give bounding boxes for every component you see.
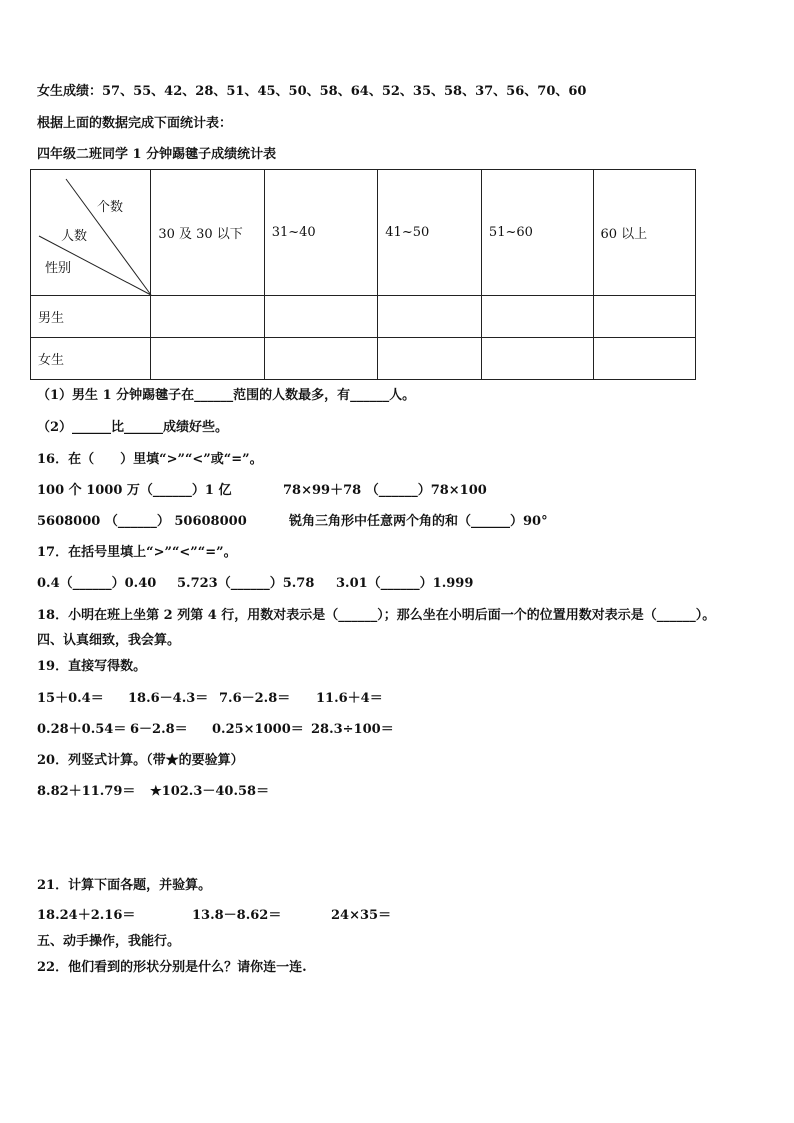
q22: 22．他们看到的形状分别是什么？请你连一连.	[37, 960, 307, 975]
table-cell[interactable]	[151, 338, 264, 380]
q20-item-2: ★102.3－40.58＝	[150, 784, 270, 799]
q17-item-c: 3.01（______）1.999	[336, 576, 474, 591]
q15-part1: （1）男生 1 分钟踢毽子在______范围的人数最多，有______人。	[37, 388, 416, 403]
table-row-girls	[31, 338, 696, 380]
table-cell[interactable]	[593, 296, 696, 338]
q21-item-1: 18.24＋2.16＝	[37, 908, 136, 923]
corner-label-count: 个数	[97, 200, 124, 215]
q20-title: 20．列竖式计算。（带★的要验算）	[37, 753, 244, 768]
section4-heading: 四、认真细致，我会算。	[37, 633, 181, 648]
q16-item-d: 锐角三角形中任意两个角的和（______）90°	[289, 514, 548, 529]
q17-title: 17．在括号里填上“>”“<”“=”。	[37, 545, 237, 560]
q16-item-a: 100 个 1000 万（______）1 亿	[37, 483, 232, 498]
col-header-3: 51~60	[481, 170, 593, 296]
q21-title: 21．计算下面各题，并验算。	[37, 878, 212, 893]
q19-r2-c4: 28.3÷100＝	[311, 722, 394, 737]
table-cell[interactable]	[378, 338, 482, 380]
diagonal-header-cell	[31, 170, 151, 296]
q19-r1-c4: 11.6＋4＝	[316, 691, 383, 706]
table-cell[interactable]	[481, 296, 593, 338]
q16-item-b: 78×99＋78 （______）78×100	[283, 483, 487, 498]
table-cell[interactable]	[378, 296, 482, 338]
diagonal-lines	[31, 170, 152, 296]
q16-title: 16．在（ ）里填“>”“<”或“=”。	[37, 452, 263, 467]
instruction: 根据上面的数据完成下面统计表：	[37, 116, 233, 131]
corner-label-gender: 性别	[45, 261, 72, 276]
q17-item-a: 0.4（______）0.40	[37, 576, 157, 591]
q19-r2-c3: 0.25×1000＝	[212, 722, 304, 737]
q19-r1-c1: 15＋0.4＝	[37, 691, 104, 706]
q21-item-2: 13.8－8.62＝	[192, 908, 282, 923]
table-caption: 四年级二班同学 1 分钟踢毽子成绩统计表	[37, 147, 277, 162]
q19-r1-c3: 7.6－2.8＝	[219, 691, 291, 706]
corner-label-people: 人数	[61, 229, 88, 244]
table-cell[interactable]	[593, 338, 696, 380]
row-label-boys: 男生	[31, 296, 151, 338]
q21-item-3: 24×35＝	[331, 908, 392, 923]
table-cell[interactable]	[264, 338, 378, 380]
section5-heading: 五、动手操作，我能行。	[37, 934, 181, 949]
statistics-table	[30, 169, 696, 380]
table-cell[interactable]	[481, 338, 593, 380]
col-header-1: 31~40	[264, 170, 378, 296]
q19-r1-c2: 18.6－4.3＝	[128, 691, 209, 706]
table-row-boys	[31, 296, 696, 338]
table-cell[interactable]	[151, 296, 264, 338]
q18: 18．小明在班上坐第 2 列第 4 行，用数对表示是（______）；那么坐在小明后面一个的位置用数对表示是（______）。	[37, 608, 716, 623]
q19-r2-c1: 0.28＋0.54＝	[37, 722, 127, 737]
col-header-2: 41~50	[378, 170, 482, 296]
table-header-row	[31, 170, 696, 296]
q17-item-b: 5.723（______）5.78	[177, 576, 315, 591]
q19-title: 19．直接写得数。	[37, 659, 147, 674]
girls-scores-line: 女生成绩：57、55、42、28、51、45、50、58、64、52、35、58、37、56、70、60	[37, 84, 587, 99]
table-cell[interactable]	[264, 296, 378, 338]
q16-item-c: 5608000 （______） 50608000	[37, 514, 247, 529]
q15-part2: （2）______比______成绩好些。	[37, 420, 229, 435]
col-header-4: 60 以上	[593, 170, 696, 296]
q19-r2-c2: 6－2.8＝	[130, 722, 188, 737]
col-header-0: 30 及 30 以下	[151, 170, 264, 296]
row-label-girls: 女生	[31, 338, 151, 380]
q20-item-1: 8.82＋11.79＝	[37, 784, 136, 799]
